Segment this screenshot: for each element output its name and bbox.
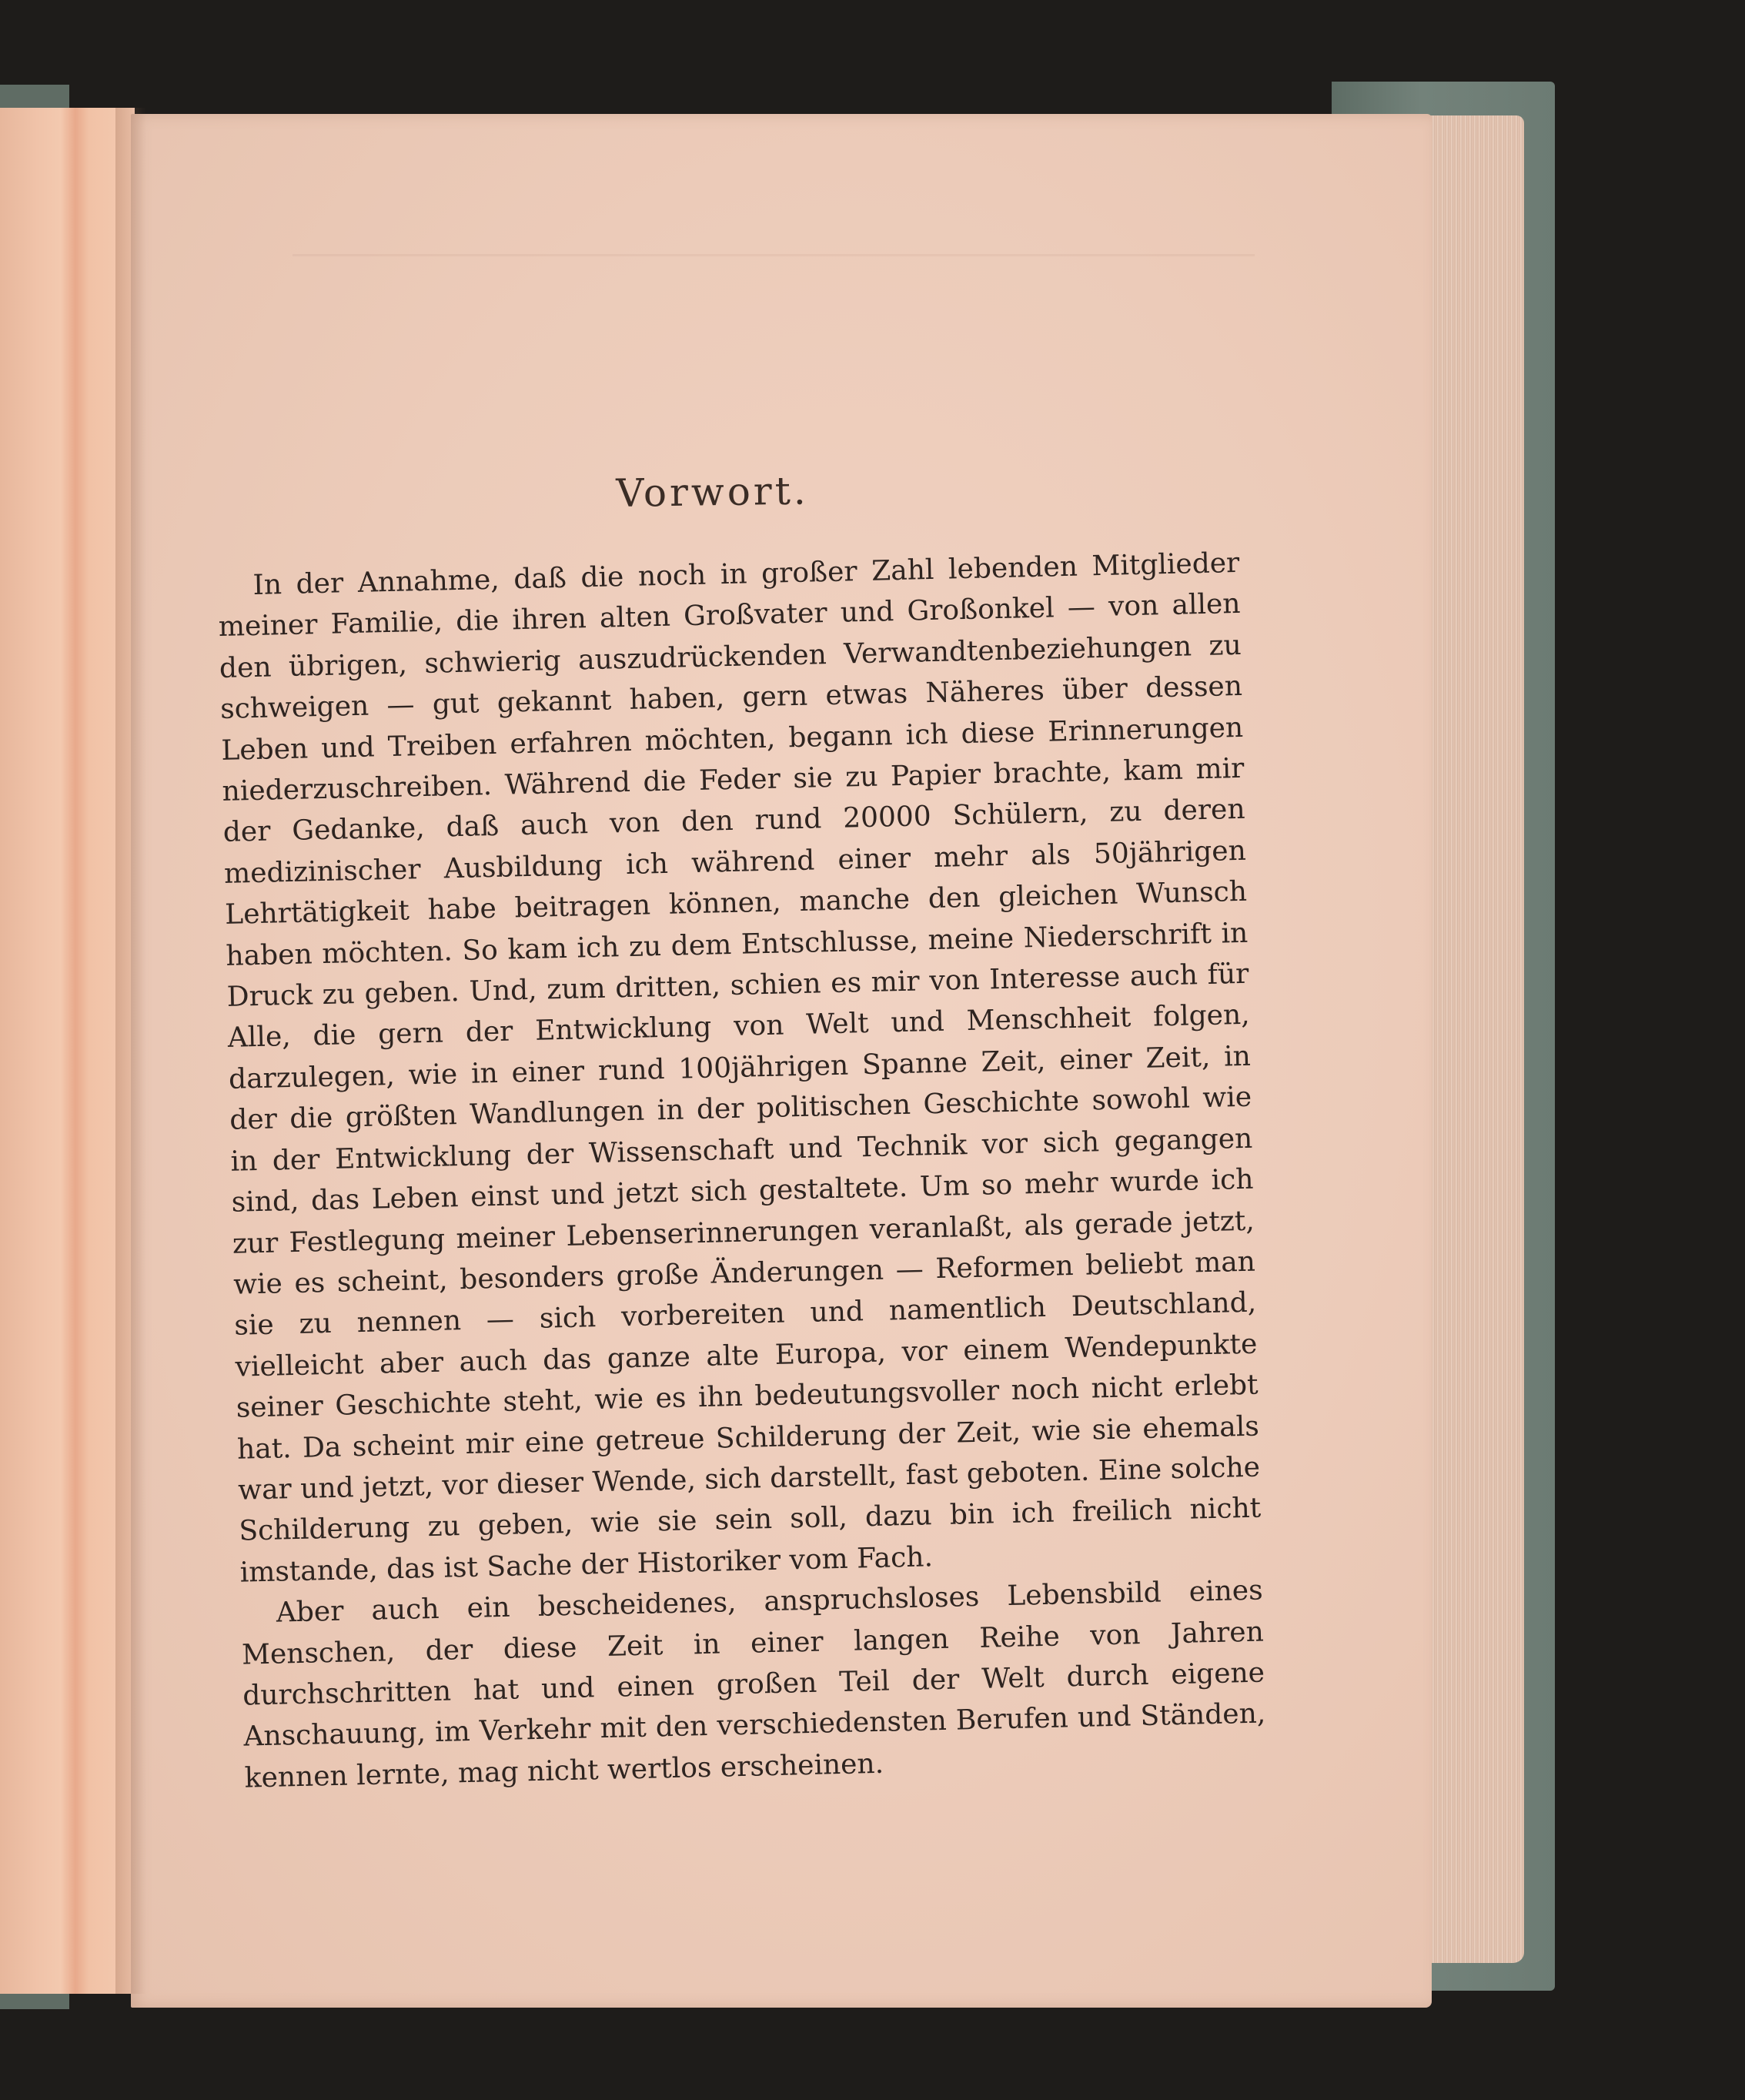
paragraph: In der Annahme, daß die noch in großer Zahl lebenden Mitglieder meiner Familie, die ihren alten Großvater und Großonkel — von allen den übrigen, schwierig auszudrückenden Verwandtenbeziehungen zu schweigen — gut gekannt haben, gern etwas Näheres über dessen Leben und Treiben erfahren möchten, begann ich diese Erinnerungen niederzuschreiben. Während die Feder sie zu Papier brachte, kam mir der Gedanke, daß auch von den rund 20000 Schülern, zu deren medizinischer Ausbildung ich während einer mehr als 50jährigen Lehrtätigkeit habe beitragen können, manche den gleichen Wunsch haben möchten. So kam ich zu dem Entschlusse, meine Niederschrift in Druck zu geben. Und, zum dritten, schien es mir von Interesse auch für Alle, die gern der Entwicklung von Welt und Menschheit folgen, darzulegen, wie in einer rund 100jährigen Spanne Zeit, einer Zeit, in der die größten Wandlungen in der politischen Geschichte sowohl wie in der Entwicklung der Wissenschaft und Technik vor sich gegangen sind, das Leben einst und jetzt sich gestaltete. Um so mehr wurde ich zur Festlegung meiner Lebenserinnerungen veranlaßt, als gerade jetzt, wie es scheint, besonders große Änderungen — Reformen beliebt man sie zu nennen — sich vorbereiten und namentlich Deutschland, vielleicht aber auch das ganze alte Europa, vor einem Wendepunkte seiner Geschichte steht, wie es ihn bedeutungsvoller noch nicht erlebt hat. Da scheint mir eine getreue Schilderung der Zeit, wie sie ehemals war und jetzt, vor dieser Wende, sich darstellt, fast geboten. Eine solche Schilderung zu geben, wie sie sein soll, dazu bin ich freilich nicht imstande, das ist Sache der Historiker vom Fach. bbox=[218, 547, 1262, 1589]
paragraph: Aber auch ein bescheidenes, anspruchsloses Lebensbild eines Menschen, der diese Zeit in einer langen Reihe von Jahren durchschritten hat und einen großen Teil der Welt durch eigene Anschauung, im Verkehr mit den verschiedensten Berufen und Ständen, kennen lernte, mag nicht wertlos erscheinen. bbox=[241, 1574, 1266, 1794]
page-edges bbox=[1416, 115, 1524, 1963]
show-through-line bbox=[293, 254, 1255, 256]
page-title: Vorwort. bbox=[616, 468, 810, 516]
facing-page bbox=[0, 108, 135, 1994]
spine-shadow bbox=[115, 108, 146, 1994]
preface-body bbox=[217, 543, 1267, 1799]
